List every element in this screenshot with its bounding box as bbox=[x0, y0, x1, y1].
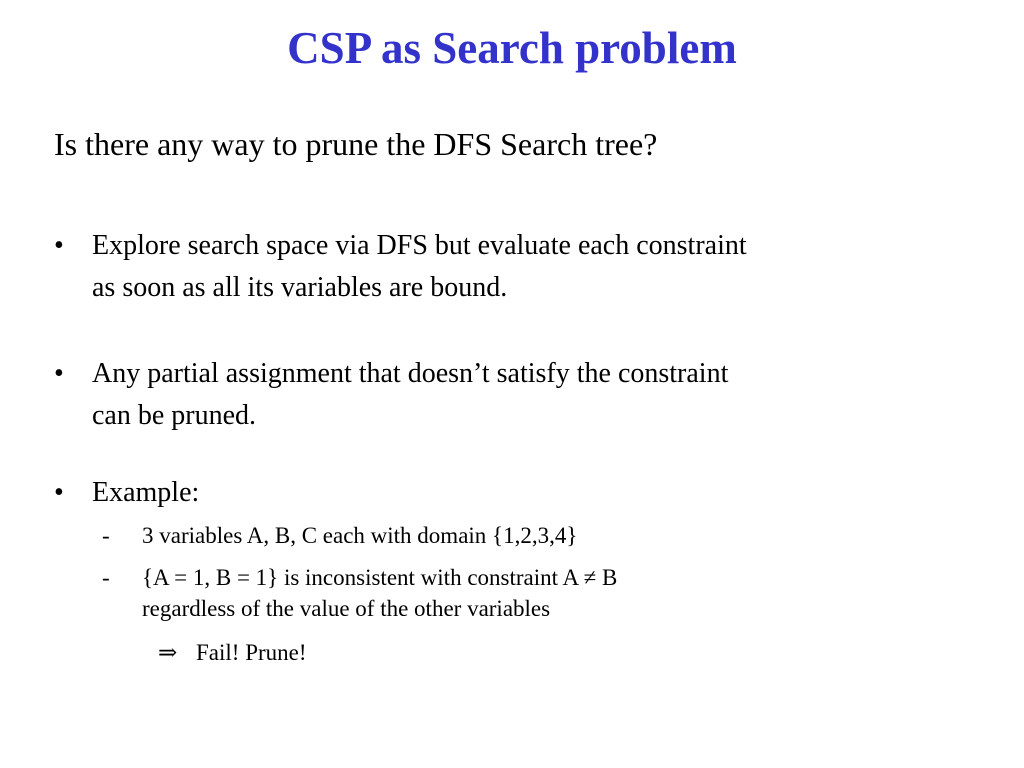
bullet-line: Any partial assignment that doesn’t satisfy the constraint bbox=[92, 358, 729, 389]
bullet-dot-icon: • bbox=[54, 477, 64, 508]
bullet-text bbox=[92, 225, 912, 309]
bullet-text bbox=[92, 353, 912, 437]
bullet-line: as soon as all its variables are bound. bbox=[92, 272, 508, 303]
bullet-line: Example: bbox=[92, 477, 200, 508]
sub-bullet-dash-icon: - bbox=[102, 565, 110, 590]
bullet-text bbox=[92, 472, 912, 514]
slide-question: Is there any way to prune the DFS Search tree? bbox=[54, 126, 658, 162]
sub-bullet-line: {A = 1, B = 1} is inconsistent with constraint A ≠ B bbox=[142, 565, 618, 590]
sub-bullet-line: 3 variables A, B, C each with domain {1,2,3,4} bbox=[142, 523, 578, 548]
implies-arrow-icon: ⇒ bbox=[158, 640, 178, 665]
conclusion-line bbox=[158, 637, 307, 668]
conclusion-text: Fail! Prune! bbox=[196, 640, 307, 665]
bullet-dot-icon: • bbox=[54, 358, 64, 389]
sub-bullet-text bbox=[142, 520, 842, 551]
bullet-line: Explore search space via DFS but evaluate each constraint bbox=[92, 230, 747, 261]
sub-bullet-text bbox=[142, 562, 842, 624]
sub-bullet-dash-icon: - bbox=[102, 523, 110, 548]
bullet-dot-icon: • bbox=[54, 230, 64, 261]
bullet-line: can be pruned. bbox=[92, 400, 257, 431]
slide-title: CSP as Search problem bbox=[287, 23, 737, 73]
sub-bullet-line: regardless of the value of the other variables bbox=[142, 596, 551, 621]
